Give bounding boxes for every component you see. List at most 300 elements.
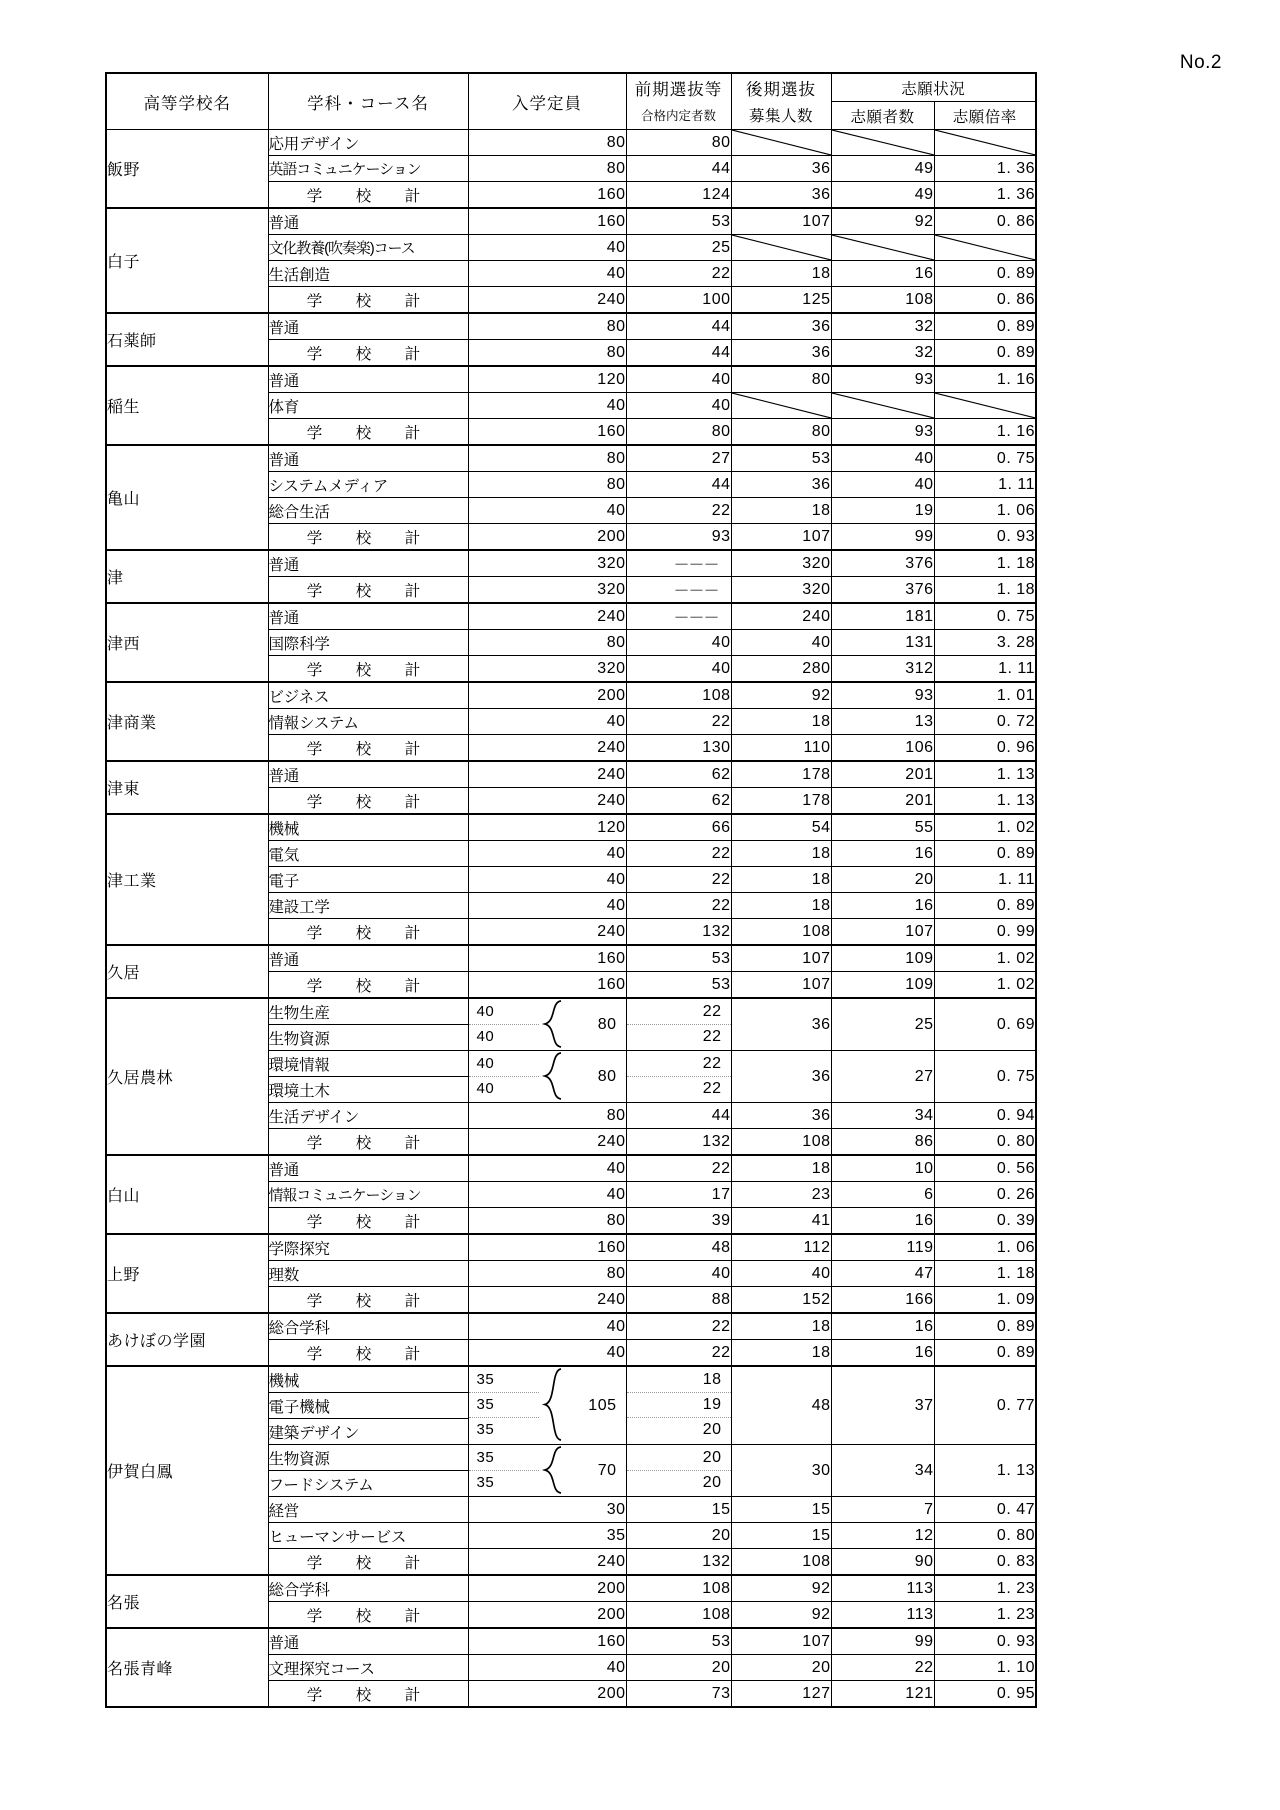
kouki-value: 20	[731, 1655, 831, 1681]
school-total-label: 学 校 計	[268, 524, 468, 551]
course-name: 電子	[268, 867, 468, 893]
kouki-not-applicable	[731, 130, 831, 156]
applicants-value: 34	[831, 1103, 934, 1129]
kouki-value: 36	[731, 313, 831, 340]
ratio-value: 1. 02	[934, 814, 1036, 841]
applicants-value: 10	[831, 1155, 934, 1182]
total-kouki: 107	[731, 972, 831, 999]
total-capacity: 160	[468, 419, 626, 446]
total-ratio: 0. 39	[934, 1208, 1036, 1235]
total-applicants: 312	[831, 656, 934, 683]
applicants-value: 34	[831, 1445, 934, 1497]
kouki-not-applicable	[731, 393, 831, 419]
table-header	[106, 73, 1036, 130]
sub-capacity: 35	[476, 1474, 495, 1491]
applicants-value: 37	[831, 1366, 934, 1445]
total-ratio: 1. 11	[934, 656, 1036, 683]
applicants-value: 12	[831, 1523, 934, 1549]
total-zenki: 80	[626, 419, 731, 446]
total-zenki: 124	[626, 182, 731, 209]
total-kouki: 36	[731, 182, 831, 209]
zenki-value: 48	[626, 1234, 731, 1261]
kouki-value: 107	[731, 1628, 831, 1655]
applicants-value: 22	[831, 1655, 934, 1681]
zenki-cell-grouped	[626, 1366, 731, 1445]
capacity-value: 80	[468, 1261, 626, 1287]
applicants-value: 55	[831, 814, 934, 841]
header-applicants: 志願者数	[831, 102, 934, 130]
school-total-label: 学 校 計	[268, 1129, 468, 1156]
sub-capacity: 40	[476, 1003, 495, 1020]
total-ratio: 1. 16	[934, 419, 1036, 446]
course-name: 普通	[268, 603, 468, 630]
group-capacity: 70	[597, 1461, 617, 1479]
applicants-value: 25	[831, 998, 934, 1051]
kouki-value: 320	[731, 550, 831, 577]
ratio-value: 0. 75	[934, 603, 1036, 630]
total-zenki: －－－	[626, 577, 731, 604]
diagonal-slash-icon	[935, 235, 1036, 260]
applicants-value: 92	[831, 208, 934, 235]
table-row	[106, 682, 1036, 709]
header-school: 高等学校名	[106, 73, 268, 130]
capacity-value: 200	[468, 682, 626, 709]
kouki-value: 36	[731, 1051, 831, 1103]
header-capacity: 入学定員	[468, 73, 626, 130]
school-name: 伊賀白鳳	[106, 1366, 268, 1575]
total-applicants: 107	[831, 919, 934, 946]
zenki-value: 22	[626, 1155, 731, 1182]
zenki-value: 44	[626, 472, 731, 498]
capacity-value: 40	[468, 867, 626, 893]
ratio-value: 1. 36	[934, 156, 1036, 182]
applicants-value: 131	[831, 630, 934, 656]
course-name: 電気	[268, 841, 468, 867]
course-name: 環境土木	[268, 1077, 468, 1103]
ratio-value: 0. 72	[934, 709, 1036, 735]
total-applicants: 376	[831, 577, 934, 604]
course-name: 建築デザイン	[268, 1419, 468, 1445]
ratio-value: 0. 94	[934, 1103, 1036, 1129]
diagonal-slash-icon	[832, 130, 934, 155]
school-name: 名張	[106, 1575, 268, 1628]
course-name: 総合学科	[268, 1313, 468, 1340]
total-zenki: 130	[626, 735, 731, 762]
school-name: あけぼの学園	[106, 1313, 268, 1366]
brace-icon	[541, 1445, 567, 1495]
total-applicants: 106	[831, 735, 934, 762]
applicants-value: 16	[831, 1313, 934, 1340]
zenki-value: 25	[626, 235, 731, 261]
kouki-value: 40	[731, 1261, 831, 1287]
zenki-value: 22	[626, 841, 731, 867]
capacity-value: 80	[468, 130, 626, 156]
capacity-value: 40	[468, 1313, 626, 1340]
kouki-value: 54	[731, 814, 831, 841]
zenki-cell-grouped	[626, 1051, 731, 1103]
course-name: 理数	[268, 1261, 468, 1287]
school-total-label: 学 校 計	[268, 656, 468, 683]
applicants-value: 113	[831, 1575, 934, 1602]
school-name: 飯野	[106, 130, 268, 209]
school-total-label: 学 校 計	[268, 1681, 468, 1708]
total-kouki: 107	[731, 524, 831, 551]
school-name: 津工業	[106, 814, 268, 945]
course-name: 総合生活	[268, 498, 468, 524]
sub-capacity: 35	[476, 1421, 495, 1438]
capacity-value: 40	[468, 393, 626, 419]
zenki-value: 17	[626, 1182, 731, 1208]
total-kouki: 125	[731, 287, 831, 314]
table-row	[106, 603, 1036, 630]
applicants-not-applicable	[831, 130, 934, 156]
zenki-value: 108	[626, 682, 731, 709]
total-ratio: 0. 80	[934, 1129, 1036, 1156]
total-applicants: 32	[831, 340, 934, 367]
course-name: 学際探究	[268, 1234, 468, 1261]
table-row	[106, 1366, 1036, 1393]
ratio-value: 0. 86	[934, 208, 1036, 235]
applicants-value: 13	[831, 709, 934, 735]
kouki-value: 18	[731, 709, 831, 735]
total-zenki: 132	[626, 1549, 731, 1576]
total-capacity: 160	[468, 972, 626, 999]
course-name: 機械	[268, 814, 468, 841]
total-ratio: 1. 02	[934, 972, 1036, 999]
table-row	[106, 1155, 1036, 1182]
course-name: 国際科学	[268, 630, 468, 656]
zenki-value: 22	[626, 261, 731, 287]
total-applicants: 86	[831, 1129, 934, 1156]
applicants-value: 32	[831, 313, 934, 340]
group-capacity: 80	[597, 1067, 617, 1085]
total-zenki: 93	[626, 524, 731, 551]
school-total-label: 学 校 計	[268, 735, 468, 762]
capacity-value: 200	[468, 1575, 626, 1602]
zenki-value: 66	[626, 814, 731, 841]
diagonal-slash-icon	[732, 235, 831, 260]
applicants-value: 93	[831, 682, 934, 709]
capacity-value: 40	[468, 235, 626, 261]
ratio-value: 0. 93	[934, 1628, 1036, 1655]
ratio-value: 1. 01	[934, 682, 1036, 709]
total-applicants: 49	[831, 182, 934, 209]
kouki-value: 23	[731, 1182, 831, 1208]
capacity-value: 80	[468, 445, 626, 472]
table-row	[106, 1313, 1036, 1340]
school-total-label: 学 校 計	[268, 1549, 468, 1576]
zenki-value: 44	[626, 313, 731, 340]
kouki-value: 18	[731, 261, 831, 287]
course-name: 生物資源	[268, 1025, 468, 1051]
total-kouki: 18	[731, 1340, 831, 1367]
course-name: システムメディア	[268, 472, 468, 498]
ratio-value: 1. 11	[934, 867, 1036, 893]
diagonal-slash-icon	[935, 130, 1036, 155]
kouki-value: 15	[731, 1497, 831, 1523]
table-row	[106, 1628, 1036, 1655]
total-applicants: 16	[831, 1208, 934, 1235]
ratio-value: 0. 26	[934, 1182, 1036, 1208]
total-kouki: 127	[731, 1681, 831, 1708]
total-applicants: 121	[831, 1681, 934, 1708]
applicants-value: 16	[831, 841, 934, 867]
school-name: 亀山	[106, 445, 268, 550]
table-row	[106, 814, 1036, 841]
zenki-value: 19	[702, 1396, 722, 1413]
applicants-not-applicable	[831, 393, 934, 419]
zenki-value: 53	[626, 945, 731, 972]
total-zenki: 40	[626, 656, 731, 683]
zenki-value: 20	[702, 1474, 722, 1491]
kouki-value: 92	[731, 1575, 831, 1602]
zenki-value: 40	[626, 366, 731, 393]
kouki-value: 80	[731, 366, 831, 393]
zenki-value: 20	[702, 1449, 722, 1466]
school-total-label: 学 校 計	[268, 919, 468, 946]
zenki-value: 22	[626, 893, 731, 919]
course-name: 生活創造	[268, 261, 468, 287]
zenki-value: 27	[626, 445, 731, 472]
ratio-value: 0. 89	[934, 893, 1036, 919]
total-capacity: 240	[468, 287, 626, 314]
kouki-value: 18	[731, 1313, 831, 1340]
total-applicants: 16	[831, 1340, 934, 1367]
total-applicants: 90	[831, 1549, 934, 1576]
total-capacity: 240	[468, 919, 626, 946]
applicants-value: 19	[831, 498, 934, 524]
capacity-value: 160	[468, 1628, 626, 1655]
capacity-value: 120	[468, 366, 626, 393]
header-zenki-bottom: 合格内定者数	[626, 102, 731, 130]
course-name: 電子機械	[268, 1393, 468, 1419]
zenki-value: 22	[702, 1080, 722, 1097]
school-total-label: 学 校 計	[268, 1340, 468, 1367]
total-ratio: 0. 95	[934, 1681, 1036, 1708]
school-name: 久居農林	[106, 998, 268, 1155]
applicants-not-applicable	[831, 235, 934, 261]
kouki-value: 92	[731, 682, 831, 709]
applicants-value: 27	[831, 1051, 934, 1103]
ratio-value: 1. 23	[934, 1575, 1036, 1602]
total-ratio: 0. 89	[934, 340, 1036, 367]
kouki-value: 178	[731, 761, 831, 788]
capacity-value: 40	[468, 498, 626, 524]
kouki-value: 18	[731, 867, 831, 893]
course-name: 生活デザイン	[268, 1103, 468, 1129]
capacity-value: 80	[468, 313, 626, 340]
capacity-value: 160	[468, 1234, 626, 1261]
applicants-value: 6	[831, 1182, 934, 1208]
group-brace-icon	[541, 1445, 567, 1496]
total-zenki: 132	[626, 919, 731, 946]
total-applicants: 108	[831, 287, 934, 314]
zenki-value: 53	[626, 208, 731, 235]
ratio-value: 1. 16	[934, 366, 1036, 393]
capacity-value: 160	[468, 945, 626, 972]
school-name: 名張青峰	[106, 1628, 268, 1707]
diagonal-slash-icon	[832, 235, 934, 260]
total-capacity: 320	[468, 656, 626, 683]
kouki-value: 30	[731, 1445, 831, 1497]
brace-icon	[541, 1367, 567, 1442]
zenki-value: 20	[702, 1421, 722, 1438]
total-kouki: 80	[731, 419, 831, 446]
total-ratio: 1. 09	[934, 1287, 1036, 1314]
total-capacity: 200	[468, 524, 626, 551]
zenki-value: 20	[626, 1655, 731, 1681]
zenki-value: －－－	[626, 550, 731, 577]
zenki-value: 53	[626, 1628, 731, 1655]
total-ratio: 1. 36	[934, 182, 1036, 209]
school-name: 上野	[106, 1234, 268, 1313]
school-total-label: 学 校 計	[268, 287, 468, 314]
total-capacity: 200	[468, 1681, 626, 1708]
course-name: フードシステム	[268, 1471, 468, 1497]
ratio-value: 0. 47	[934, 1497, 1036, 1523]
table-row	[106, 445, 1036, 472]
sub-capacity: 40	[476, 1055, 495, 1072]
ratio-value: 0. 80	[934, 1523, 1036, 1549]
capacity-value: 30	[468, 1497, 626, 1523]
school-name: 津商業	[106, 682, 268, 761]
ratio-value: 0. 89	[934, 261, 1036, 287]
total-capacity: 240	[468, 1129, 626, 1156]
kouki-value: 36	[731, 472, 831, 498]
total-kouki: 152	[731, 1287, 831, 1314]
total-ratio: 0. 93	[934, 524, 1036, 551]
total-ratio: 0. 99	[934, 919, 1036, 946]
course-name: 普通	[268, 445, 468, 472]
header-ratio: 志願倍率	[934, 102, 1036, 130]
kouki-value: 112	[731, 1234, 831, 1261]
kouki-value: 240	[731, 603, 831, 630]
zenki-value: 44	[626, 156, 731, 182]
table-row	[106, 761, 1036, 788]
sub-capacity: 35	[476, 1371, 495, 1388]
course-name: ヒューマンサービス	[268, 1523, 468, 1549]
total-capacity: 160	[468, 182, 626, 209]
kouki-value: 40	[731, 630, 831, 656]
ratio-value: 1. 13	[934, 761, 1036, 788]
header-status: 志願状況	[831, 73, 1036, 102]
kouki-value: 36	[731, 156, 831, 182]
ratio-value: 0. 75	[934, 445, 1036, 472]
total-capacity: 240	[468, 788, 626, 815]
total-ratio: 1. 18	[934, 577, 1036, 604]
capacity-value: 40	[468, 709, 626, 735]
course-name: 普通	[268, 1155, 468, 1182]
ratio-value: 0. 89	[934, 841, 1036, 867]
applicants-value: 109	[831, 945, 934, 972]
total-ratio: 0. 86	[934, 287, 1036, 314]
total-capacity: 240	[468, 1287, 626, 1314]
zenki-cell-grouped	[626, 1445, 731, 1497]
ratio-value: 0. 75	[934, 1051, 1036, 1103]
table-body	[106, 130, 1036, 1708]
school-total-label: 学 校 計	[268, 182, 468, 209]
ratio-value: 0. 89	[934, 313, 1036, 340]
capacity-value: 80	[468, 156, 626, 182]
capacity-value: 240	[468, 761, 626, 788]
applicants-value: 16	[831, 893, 934, 919]
kouki-value: 18	[731, 1155, 831, 1182]
group-brace-icon	[541, 999, 567, 1050]
table-row	[106, 1575, 1036, 1602]
header-kouki-bottom: 募集人数	[731, 102, 831, 130]
total-zenki: 39	[626, 1208, 731, 1235]
zenki-value: 44	[626, 1103, 731, 1129]
school-total-label: 学 校 計	[268, 419, 468, 446]
course-name: 建設工学	[268, 893, 468, 919]
total-kouki: 280	[731, 656, 831, 683]
ratio-value: 1. 18	[934, 1261, 1036, 1287]
zenki-value: 108	[626, 1575, 731, 1602]
kouki-value: 53	[731, 445, 831, 472]
total-applicants: 93	[831, 419, 934, 446]
ratio-value: 0. 69	[934, 998, 1036, 1051]
course-name: 英語コミュニケーション	[268, 156, 468, 182]
zenki-value: 40	[626, 630, 731, 656]
zenki-value: 22	[702, 1003, 722, 1020]
course-name: 経営	[268, 1497, 468, 1523]
zenki-value: 22	[626, 498, 731, 524]
group-brace-icon	[541, 1051, 567, 1102]
course-name: 生物生産	[268, 998, 468, 1025]
ratio-value: 1. 18	[934, 550, 1036, 577]
kouki-value: 18	[731, 893, 831, 919]
total-kouki: 110	[731, 735, 831, 762]
zenki-value: 40	[626, 393, 731, 419]
total-ratio: 1. 23	[934, 1602, 1036, 1629]
diagonal-slash-icon	[935, 393, 1036, 418]
applicants-value: 16	[831, 261, 934, 287]
ratio-not-applicable	[934, 393, 1036, 419]
course-name: 総合学科	[268, 1575, 468, 1602]
capacity-value: 40	[468, 1182, 626, 1208]
capacity-value: 80	[468, 472, 626, 498]
group-brace-icon	[541, 1367, 567, 1444]
total-applicants: 99	[831, 524, 934, 551]
brace-icon	[541, 999, 567, 1049]
school-total-label: 学 校 計	[268, 1208, 468, 1235]
course-name: ビジネス	[268, 682, 468, 709]
capacity-value: 80	[468, 1103, 626, 1129]
total-capacity: 80	[468, 1208, 626, 1235]
applicants-value: 99	[831, 1628, 934, 1655]
total-capacity: 240	[468, 1549, 626, 1576]
school-total-label: 学 校 計	[268, 340, 468, 367]
course-name: 文理探究コース	[268, 1655, 468, 1681]
school-name: 石薬師	[106, 313, 268, 366]
capacity-value: 35	[468, 1523, 626, 1549]
total-zenki: 62	[626, 788, 731, 815]
page-number: No.2	[1179, 52, 1222, 73]
school-name: 津西	[106, 603, 268, 682]
zenki-value: 22	[626, 867, 731, 893]
total-zenki: 53	[626, 972, 731, 999]
applicants-value: 40	[831, 472, 934, 498]
school-name: 津	[106, 550, 268, 603]
kouki-value: 18	[731, 841, 831, 867]
capacity-value: 320	[468, 550, 626, 577]
capacity-value: 40	[468, 893, 626, 919]
ratio-value: 1. 02	[934, 945, 1036, 972]
course-name: 普通	[268, 208, 468, 235]
zenki-value: 18	[702, 1371, 722, 1388]
zenki-value: 20	[626, 1523, 731, 1549]
kouki-value: 107	[731, 208, 831, 235]
